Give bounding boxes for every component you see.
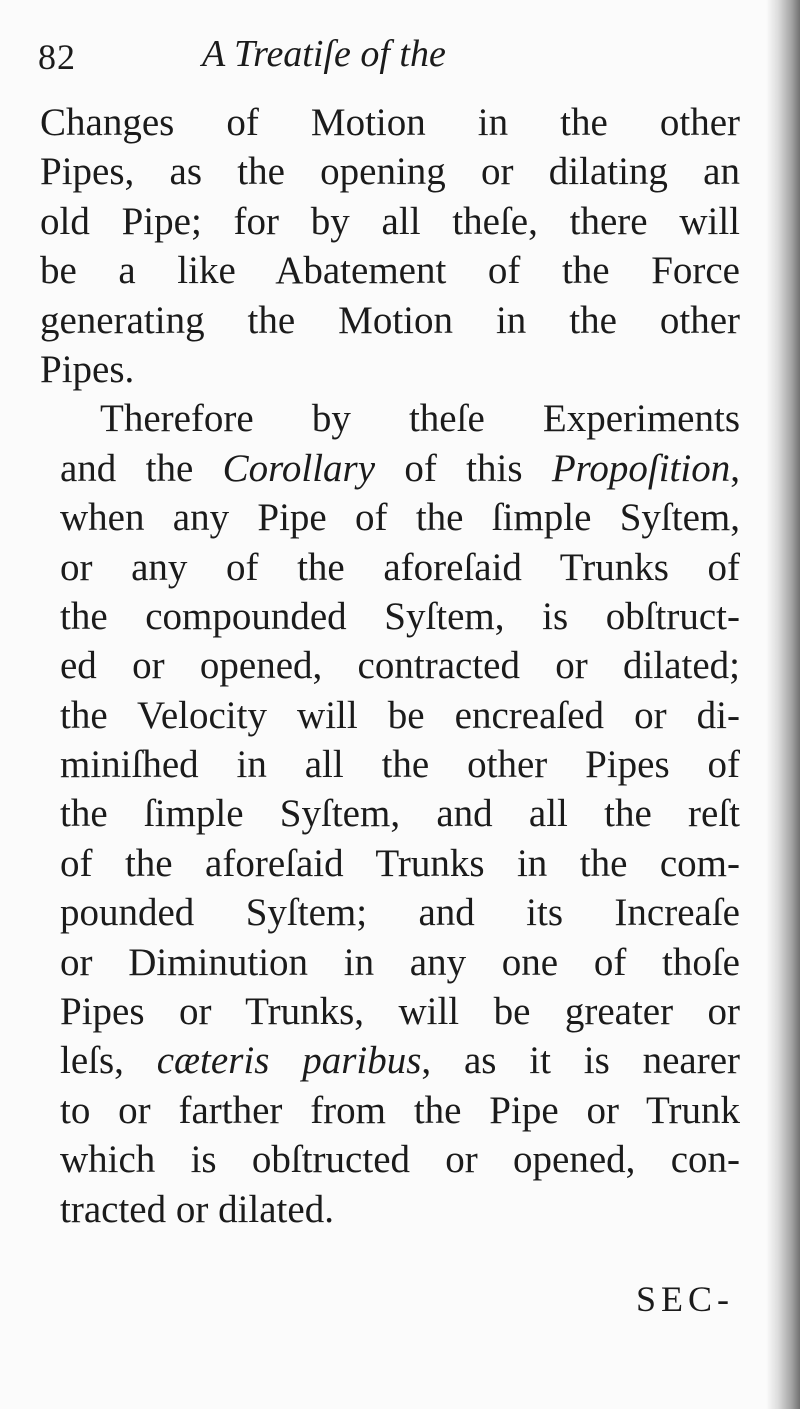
text-line: pounded Syſtem; and its Increaſe (60, 891, 740, 935)
text-line: ed or opened, contracted or dilated; (60, 644, 740, 688)
text-run: and the (60, 446, 223, 490)
page-number: 82 (38, 37, 76, 77)
text-line: the Velocity will be encreaſed or di- (60, 693, 740, 737)
text-line (40, 444, 740, 493)
text-line: the ſimple Syſtem, and all the reſt (60, 792, 740, 836)
running-title: A Treatiſe of the (202, 33, 446, 75)
text-line: of the aforeſaid Trunks in the com- (60, 841, 740, 885)
paragraph-2 (40, 394, 740, 1234)
text-run: , as it is nearer (421, 1039, 740, 1083)
text-run: of this (375, 446, 552, 490)
text-line: miniſhed in all the other Pipes of (60, 743, 740, 787)
text-line: or Diminution in any one of thoſe (60, 940, 740, 984)
text-line: the compounded Syſtem, is obſtruct- (60, 594, 740, 638)
italic-term: cæteris paribus (156, 1039, 422, 1083)
text-line: be a like Abatement of the Force (40, 249, 740, 293)
paragraph-1 (40, 98, 740, 394)
text-line: generating the Motion in the other (40, 298, 740, 342)
text-run: leſs, (60, 1039, 157, 1083)
text-line: Pipes, as the opening or dilating an (40, 150, 740, 194)
text-line: old Pipe; for by all theſe, there will (40, 199, 740, 243)
body-text (40, 98, 740, 1234)
text-run: , (730, 446, 740, 490)
text-line: which is obſtructed or opened, con- (60, 1138, 740, 1182)
italic-term: Corollary (222, 446, 376, 490)
text-line: to or farther from the Pipe or Trunk (60, 1088, 740, 1132)
text-line: or any of the aforeſaid Trunks of (60, 545, 740, 589)
catchword: SEC- (635, 1279, 734, 1319)
italic-term: Propoſition (551, 446, 731, 490)
text-line: tracted or dilated. (60, 1187, 334, 1231)
text-line (40, 1036, 740, 1085)
text-line: Changes of Motion in the other (40, 101, 740, 144)
text-line: Pipes. (40, 347, 135, 391)
page-edge-shadow (766, 0, 800, 1409)
text-line: when any Pipe of the ſimple Syſtem, (60, 496, 740, 540)
text-line: Pipes or Trunks, will be greater or (60, 990, 740, 1034)
running-head (38, 30, 738, 78)
text-line: Therefore by theſe Experiments (100, 397, 740, 441)
